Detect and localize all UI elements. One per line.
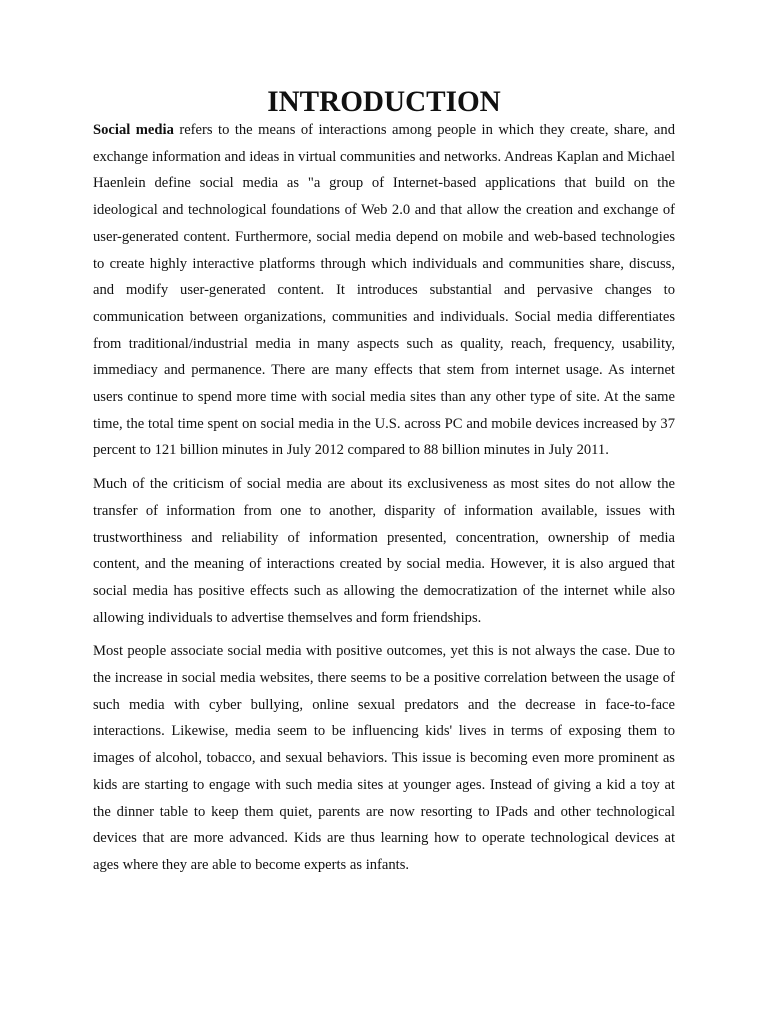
paragraph-2-text: Much of the criticism of social media are about its exclusiveness as most sites do not allow the transfer of information from one to another, disparity of information available, issues with trustworthiness and reliability of information presented, concentration, ownership of media content, and the meaning of interactions created by social media. However, it is also argued that social media has positive effects such as allowing the democratization of the internet while also allowing individuals to advertise themselves and form friendships.	[93, 476, 675, 626]
document-page	[93, 86, 675, 886]
paragraph-1	[93, 117, 675, 464]
paragraph-2	[93, 471, 675, 631]
paragraph-3-text: Most people associate social media with positive outcomes, yet this is not always the case. Due to the increase in social media websites, there seems to be a positive correlation between the usage of such media with cyber bullying, online sexual predators and the decrease in face-to-face interactions. Likewise, media seem to be influencing kids' lives in terms of exposing them to images of alcohol, tobacco, and sexual behaviors. This issue is becoming even more prominent as kids are starting to engage with such media sites at younger ages. Instead of giving a kid a toy at the dinner table to keep them quiet, parents are now resorting to IPads and other technological devices that are more advanced. Kids are thus learning how to operate technological devices at ages where they are able to become experts as infants.	[93, 643, 675, 873]
paragraph-1-text: refers to the means of interactions among people in which they create, share, and exchange information and ideas in virtual communities and networks. Andreas Kaplan and Michael Haenlein define social media as "a group of Internet-based applications that build on the ideological and technological foundations of Web 2.0 and that allow the creation and exchange of user-generated content. Furthermore, social media depend on mobile and web-based technologies to create highly interactive platforms through which individuals and communities share, discuss, and modify user-generated content. It introduces substantial and pervasive changes to communication between organizations, communities and individuals. Social media differentiates from traditional/industrial media in many aspects such as quality, reach, frequency, usability, immediacy and permanence. There are many effects that stem from internet usage. As internet users continue to spend more time with social media sites than any other type of site. At the same time, the total time spent on social media in the U.S. across PC and mobile devices increased by 37 percent to 121 billion minutes in July 2012 compared to 88 billion minutes in July 2011.	[93, 122, 675, 459]
paragraph-1-lead: Social media	[93, 122, 174, 138]
document-title: INTRODUCTION	[267, 86, 501, 118]
paragraph-3	[93, 638, 675, 878]
